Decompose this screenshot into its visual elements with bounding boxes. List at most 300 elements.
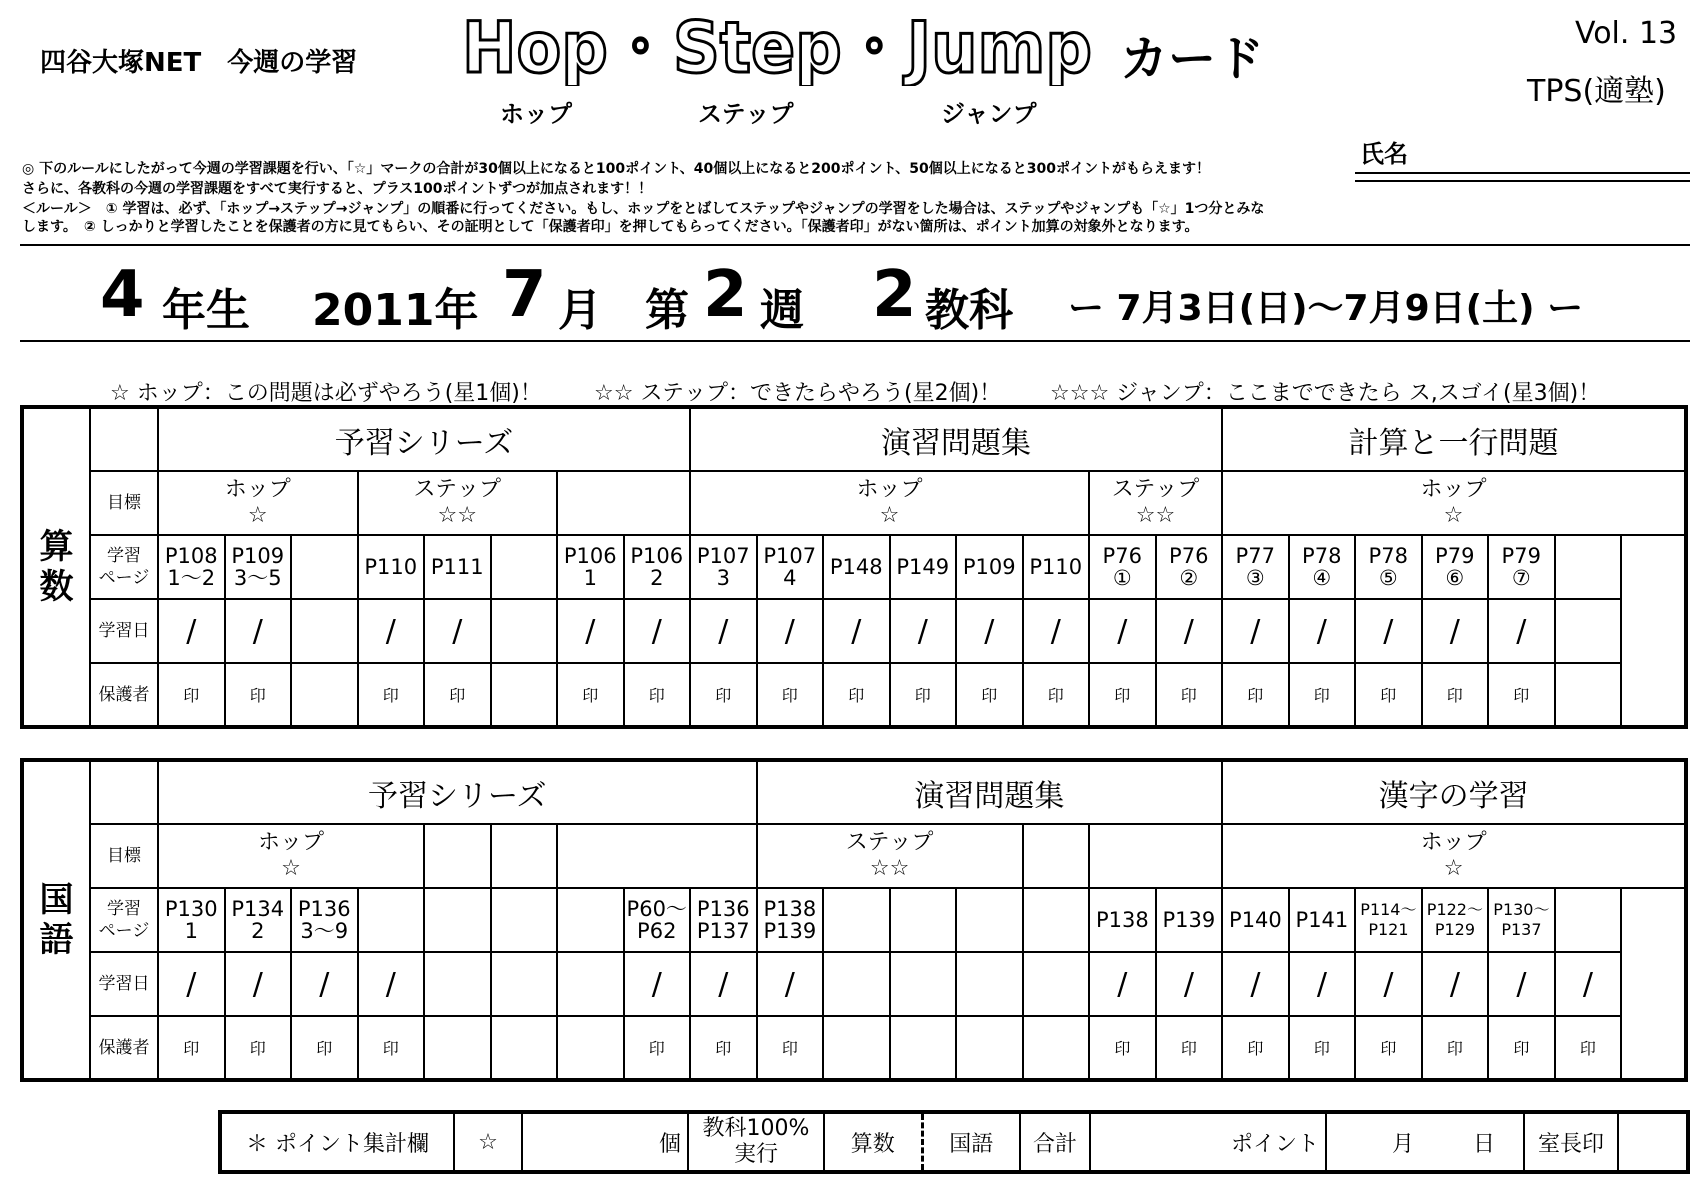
jp-goal-cell	[158, 824, 424, 888]
math-corner-cell	[90, 407, 158, 471]
rules-line-2: さらに、各教科の今週の学習課題をすべて実行すると、プラス100ポイントずつが加点されます！！	[22, 181, 653, 197]
jp-date-slash: /	[319, 966, 330, 1002]
math-date-slash: /	[1316, 613, 1327, 649]
jp-date-cell	[890, 952, 957, 1016]
math-date-cell[interactable]	[158, 599, 225, 663]
grade-number: 4	[100, 258, 145, 332]
math-page-cell	[1289, 535, 1356, 599]
card-suffix: カード	[1120, 31, 1265, 87]
math-date-cell[interactable]	[1222, 599, 1289, 663]
math-seal-mark: 印	[648, 686, 665, 705]
jp-page-cell	[956, 888, 1023, 952]
math-date-slash: /	[585, 613, 596, 649]
jp-page-cell	[1289, 888, 1356, 952]
math-goal-name: ステップ	[413, 477, 502, 502]
jp-seal-cell[interactable]	[757, 1016, 824, 1080]
math-page-num: P149	[896, 555, 950, 579]
jp-date-cell	[424, 952, 491, 1016]
month-number: 7	[502, 258, 547, 332]
week-prefix: 第	[645, 285, 689, 336]
math-page-sub: ④	[1312, 566, 1332, 590]
jp-page-sub: P137	[1501, 920, 1542, 939]
jp-date-slash: /	[1516, 966, 1527, 1002]
jp-seal-cell[interactable]	[624, 1016, 691, 1080]
math-date-slash: /	[252, 613, 263, 649]
japanese-page-row	[22, 888, 1686, 952]
jp-page-num: P138	[763, 897, 817, 921]
math-date-cell[interactable]	[1422, 599, 1489, 663]
math-date-slash: /	[718, 613, 729, 649]
jp-date-slash: /	[252, 966, 263, 1002]
math-seal-mark: 印	[1114, 686, 1131, 705]
jp-seal-cell[interactable]	[291, 1016, 358, 1080]
math-section-yoshu: 予習シリーズ	[158, 407, 690, 471]
math-page-cell	[1089, 535, 1156, 599]
math-page-cell	[291, 535, 358, 599]
points-total-label: 合計	[1020, 1112, 1090, 1172]
math-goal-cell	[158, 471, 358, 535]
jp-date-cell[interactable]	[757, 952, 824, 1016]
math-date-slash: /	[651, 613, 662, 649]
math-seal-mark: 印	[848, 686, 865, 705]
math-date-cell[interactable]	[1023, 599, 1090, 663]
jp-date-cell[interactable]	[1422, 952, 1489, 1016]
points-star-icon: ☆	[454, 1112, 522, 1172]
math-page-sub: ②	[1179, 566, 1199, 590]
math-page-cell	[1488, 535, 1555, 599]
math-seal-cell[interactable]	[1023, 663, 1090, 727]
japanese-table	[20, 758, 1688, 1082]
math-date-cell	[1555, 599, 1622, 663]
jp-page-cell	[557, 888, 624, 952]
name-field-line[interactable]	[1355, 172, 1690, 174]
jp-date-slash: /	[385, 966, 396, 1002]
math-goal-name: ホップ	[224, 477, 291, 502]
math-seal-cell[interactable]	[690, 663, 757, 727]
math-seal-mark: 印	[249, 686, 266, 705]
jp-seal-cell[interactable]	[1555, 1016, 1622, 1080]
jp-date-slash: /	[1582, 966, 1593, 1002]
math-subject-char-1: 算	[39, 527, 74, 567]
math-page-num: P106	[630, 544, 684, 568]
math-page-num: P76	[1169, 544, 1209, 568]
jp-date-cell[interactable]	[291, 952, 358, 1016]
math-goal-cell	[1089, 471, 1222, 535]
math-seal-cell[interactable]	[1089, 663, 1156, 727]
math-page-sub: ⑤	[1378, 566, 1398, 590]
math-page-num: P78	[1302, 544, 1342, 568]
math-seal-mark: 印	[582, 686, 599, 705]
points-total-value[interactable]	[1090, 1112, 1326, 1172]
jp-page-num: P60〜	[626, 897, 687, 921]
math-date-cell	[491, 599, 558, 663]
week-info	[100, 258, 1680, 338]
jp-page-cell	[1488, 888, 1555, 952]
math-page-num: P76	[1102, 544, 1142, 568]
jp-page-num: P130	[164, 897, 218, 921]
math-seal-cell[interactable]	[1422, 663, 1489, 727]
jp-date-cell[interactable]	[158, 952, 225, 1016]
math-goal-star-icon: ☆☆	[437, 503, 477, 528]
math-goal-star-icon: ☆	[1443, 503, 1464, 528]
math-guardian-row-label	[90, 663, 158, 727]
points-month-unit: 月	[1391, 1131, 1414, 1157]
jp-goal-cell	[1023, 824, 1090, 888]
jp-seal-mark: 印	[1313, 1039, 1330, 1058]
brand-heading: 四谷大塚NET 今週の学習	[40, 48, 358, 78]
math-seal-mark: 印	[981, 686, 998, 705]
math-page-sub: 1〜2	[167, 566, 216, 590]
jp-page-sub: P137	[696, 919, 750, 943]
jp-date-cell[interactable]	[1488, 952, 1555, 1016]
math-seal-cell[interactable]	[1355, 663, 1422, 727]
math-page-num: P109	[962, 555, 1016, 579]
jp-date-cell[interactable]	[1289, 952, 1356, 1016]
math-date-cell[interactable]	[358, 599, 425, 663]
math-page-cell	[1355, 535, 1422, 599]
jp-goal-name: ホップ	[1420, 830, 1487, 855]
points-room-seal-box[interactable]	[1618, 1112, 1688, 1172]
math-seal-mark: 印	[715, 686, 732, 705]
math-date-cell[interactable]	[1355, 599, 1422, 663]
math-date-slash: /	[1117, 613, 1128, 649]
math-seal-mark: 印	[449, 686, 466, 705]
jp-page-cell	[890, 888, 957, 952]
jp-page-cell	[491, 888, 558, 952]
jp-date-row-label	[90, 952, 158, 1016]
jp-page-cell	[1089, 888, 1156, 952]
math-date-cell[interactable]	[557, 599, 624, 663]
jp-seal-mark: 印	[183, 1039, 200, 1058]
jp-page-cell	[1355, 888, 1422, 952]
rules-line-4: します。 ② しっかりと学習したことを保護者の方に見てもらい、その証明として「保護者印」を押してもらってください。「保護者印」がない箇所は、ポイント加算の対象外となります。	[22, 219, 1199, 235]
math-page-row	[22, 535, 1686, 599]
jp-goal-name: ホップ	[257, 830, 324, 855]
math-goal-name: ホップ	[856, 477, 923, 502]
ruby-hop: ホップ	[500, 100, 572, 128]
jp-goal-star-icon: ☆	[281, 856, 301, 881]
jp-date-cell[interactable]	[624, 952, 691, 1016]
jp-date-cell[interactable]	[1089, 952, 1156, 1016]
math-seal-cell[interactable]	[956, 663, 1023, 727]
math-date-slash: /	[851, 613, 862, 649]
math-page-num: P106	[563, 544, 617, 568]
points-day-unit: 日	[1473, 1131, 1496, 1157]
jp-seal-cell	[1023, 1016, 1090, 1080]
jp-seal-mark: 印	[715, 1039, 732, 1058]
math-date-cell[interactable]	[823, 599, 890, 663]
points-japanese[interactable]: 国語	[922, 1112, 1020, 1172]
math-date-cell	[291, 599, 358, 663]
math-page-sub: 3	[716, 566, 730, 590]
jp-page-cell	[358, 888, 425, 952]
math-goal-cell	[1222, 471, 1686, 535]
jp-page-cell	[690, 888, 757, 952]
week-label: 週	[760, 285, 804, 336]
math-date-slash: /	[1383, 613, 1394, 649]
jp-seal-cell[interactable]	[1089, 1016, 1156, 1080]
math-goal-label: 目標	[107, 493, 141, 513]
ruby-jump: ジャンプ	[941, 100, 1037, 128]
math-page-cell	[1422, 535, 1489, 599]
math-section-enshu: 演習問題集	[690, 407, 1222, 471]
points-room-seal-label: 室長印	[1524, 1112, 1618, 1172]
jp-page-page-label-1: 学習	[107, 899, 141, 919]
jp-seal-mark: 印	[1446, 1039, 1463, 1058]
jp-date-slash: /	[718, 966, 729, 1002]
jp-date-label: 学習日	[98, 974, 150, 994]
jp-date-slash: /	[784, 966, 795, 1002]
math-date-cell[interactable]	[225, 599, 292, 663]
math-guardian-row	[22, 663, 1686, 727]
date-range: ー 7月3日(日)〜7月9日(土) ー	[1068, 288, 1584, 329]
jp-seal-cell[interactable]	[1222, 1016, 1289, 1080]
name-field-underline	[1355, 180, 1690, 182]
jp-page-num: P136	[696, 897, 750, 921]
math-date-slash: /	[1183, 613, 1194, 649]
math-seal-cell[interactable]	[1222, 663, 1289, 727]
jp-date-slash: /	[1183, 966, 1194, 1002]
jp-date-cell	[1023, 952, 1090, 1016]
star-legend	[110, 376, 1690, 406]
subjects-number: 2	[872, 258, 917, 332]
math-page-cell	[1222, 535, 1289, 599]
jp-date-cell	[823, 952, 890, 1016]
points-point-unit: ポイント	[1230, 1131, 1319, 1157]
math-date-slash: /	[1050, 613, 1061, 649]
jp-page-num: P139	[1162, 908, 1216, 932]
math-seal-cell[interactable]	[358, 663, 425, 727]
jp-page-sub: P62	[637, 919, 677, 943]
subjects-label: 教科	[925, 285, 1013, 336]
jp-seal-mark: 印	[316, 1039, 333, 1058]
math-page-page-label-2: ページ	[98, 568, 150, 588]
math-seal-cell[interactable]	[225, 663, 292, 727]
jp-date-slash: /	[1383, 966, 1394, 1002]
jp-date-cell[interactable]	[225, 952, 292, 1016]
points-summary-table	[218, 1110, 1690, 1174]
card-title-text: Hop・Step・Jump	[462, 8, 1092, 86]
jp-seal-cell[interactable]	[1488, 1016, 1555, 1080]
jp-date-cell	[491, 952, 558, 1016]
jp-goal-cell	[557, 824, 757, 888]
math-page-cell	[690, 535, 757, 599]
math-date-cell[interactable]	[956, 599, 1023, 663]
math-page-cell	[557, 535, 624, 599]
volume-number: Vol. 13	[1575, 16, 1678, 51]
jp-seal-mark: 印	[648, 1039, 665, 1058]
math-seal-cell[interactable]	[557, 663, 624, 727]
math-date-slash: /	[917, 613, 928, 649]
jp-guardian-label: 保護者	[98, 1037, 150, 1058]
math-date-slash: /	[186, 613, 197, 649]
japanese-section-enshu: 演習問題集	[757, 760, 1223, 824]
jp-seal-cell[interactable]	[1289, 1016, 1356, 1080]
legend-jump: ☆☆☆ ジャンプ：ここまでできたら ス,スゴイ(星3個)！	[1050, 381, 1601, 406]
math-page-num: P78	[1368, 544, 1408, 568]
math-date-label: 学習日	[98, 621, 150, 641]
jp-seal-mark: 印	[382, 1039, 399, 1058]
japanese-section-yoshu: 予習シリーズ	[158, 760, 757, 824]
math-date-cell[interactable]	[690, 599, 757, 663]
math-page-num: P110	[364, 555, 418, 579]
math-goal-name: ホップ	[1420, 477, 1487, 502]
rules-line-1: ◎ 下のルールにしたがって今週の学習課題を行い、「☆」マークの合計が30個以上になると100ポイント、40個以上になると200ポイント、50個以上になると300ポイントがもらえます！	[22, 161, 1210, 177]
jp-goal-name: ステップ	[845, 830, 934, 855]
math-seal-cell[interactable]	[1488, 663, 1555, 727]
math-goal-cell	[557, 471, 690, 535]
math-date-cell[interactable]	[624, 599, 691, 663]
jp-page-sub: 1	[184, 919, 198, 943]
math-seal-cell[interactable]	[757, 663, 824, 727]
jp-date-slash: /	[186, 966, 197, 1002]
math-seal-cell[interactable]	[890, 663, 957, 727]
points-date[interactable]	[1326, 1112, 1524, 1172]
math-page-sub: ①	[1112, 566, 1132, 590]
math-page-cell	[956, 535, 1023, 599]
math-page-cell	[823, 535, 890, 599]
math-page-num: P107	[763, 544, 817, 568]
jp-date-cell[interactable]	[358, 952, 425, 1016]
jp-seal-mark: 印	[1579, 1039, 1596, 1058]
jp-page-sub: P139	[763, 919, 817, 943]
math-date-cell[interactable]	[890, 599, 957, 663]
jp-date-cell[interactable]	[1355, 952, 1422, 1016]
math-date-row-label	[90, 599, 158, 663]
jp-seal-cell	[491, 1016, 558, 1080]
jp-date-cell[interactable]	[1555, 952, 1622, 1016]
math-seal-cell[interactable]	[1156, 663, 1223, 727]
jp-page-num: P114〜	[1360, 900, 1417, 919]
math-section-keisan: 計算と一行問題	[1222, 407, 1686, 471]
math-date-cell[interactable]	[757, 599, 824, 663]
points-math[interactable]: 算数	[824, 1112, 922, 1172]
legend-step: ☆☆ ステップ：できたらやろう(星2個)！	[594, 381, 1002, 406]
jp-page-cell	[1555, 888, 1622, 952]
math-seal-cell[interactable]	[624, 663, 691, 727]
math-page-sub: ⑥	[1445, 566, 1465, 590]
math-page-cell	[225, 535, 292, 599]
rules-line-3: ＜ルール＞ ① 学習は、必ず、「ホップ→ステップ→ジャンプ」の順番に行ってください。もし、ホップをとばしてステップやジャンプの学習をした場合は、ステップやジャンプも「☆」1つ分とみな	[22, 201, 1265, 217]
math-seal-cell	[1555, 663, 1622, 727]
jp-page-row-label	[90, 888, 158, 952]
math-page-num: P79	[1501, 544, 1541, 568]
math-goal-star-icon: ☆	[879, 503, 900, 528]
math-date-cell[interactable]	[1089, 599, 1156, 663]
jp-seal-cell[interactable]	[690, 1016, 757, 1080]
math-goal-row	[22, 471, 1686, 535]
jp-seal-cell[interactable]	[358, 1016, 425, 1080]
math-date-slash: /	[452, 613, 463, 649]
jp-date-cell[interactable]	[1222, 952, 1289, 1016]
math-date-cell[interactable]	[1289, 599, 1356, 663]
math-page-page-label-1: 学習	[107, 546, 141, 566]
jp-page-cell	[624, 888, 691, 952]
class-name: TPS(適塾)	[1527, 74, 1666, 109]
math-seal-cell[interactable]	[424, 663, 491, 727]
jp-page-num: P130〜	[1493, 900, 1550, 919]
jp-page-cell	[823, 888, 890, 952]
jp-date-cell[interactable]	[690, 952, 757, 1016]
jp-seal-cell[interactable]	[1355, 1016, 1422, 1080]
points-count-unit: 個	[658, 1131, 681, 1157]
jp-date-cell	[557, 952, 624, 1016]
math-page-sub: 3〜5	[233, 566, 282, 590]
math-seal-cell	[291, 663, 358, 727]
math-goal-star-icon: ☆	[247, 503, 268, 528]
legend-hop: ☆ ホップ：この問題は必ずやろう(星1個)！	[110, 381, 542, 406]
math-date-cell[interactable]	[1488, 599, 1555, 663]
math-date-slash: /	[385, 613, 396, 649]
math-page-num: P79	[1435, 544, 1475, 568]
jp-date-slash: /	[1316, 966, 1327, 1002]
jp-page-cell	[424, 888, 491, 952]
math-page-cell	[1555, 535, 1622, 599]
jp-page-sub: P129	[1434, 920, 1475, 939]
jp-seal-mark: 印	[1380, 1039, 1397, 1058]
math-seal-mark: 印	[183, 686, 200, 705]
math-page-sub: ⑦	[1511, 566, 1531, 590]
jp-seal-mark: 印	[781, 1039, 798, 1058]
math-page-num: P108	[164, 544, 218, 568]
jp-seal-cell[interactable]	[1156, 1016, 1223, 1080]
jp-page-cell	[291, 888, 358, 952]
jp-seal-mark: 印	[1513, 1039, 1530, 1058]
math-guardian-label: 保護者	[98, 684, 150, 705]
math-seal-cell[interactable]	[823, 663, 890, 727]
math-goal-name: ステップ	[1111, 477, 1200, 502]
math-page-cell	[158, 535, 225, 599]
jp-page-num: P138	[1095, 908, 1149, 932]
card-title-logo	[462, 8, 1097, 86]
math-seal-cell[interactable]	[1289, 663, 1356, 727]
math-date-cell[interactable]	[424, 599, 491, 663]
jp-goal-cell	[1222, 824, 1686, 888]
math-goal-cell	[358, 471, 558, 535]
math-date-row	[22, 599, 1686, 663]
math-seal-cell	[491, 663, 558, 727]
math-page-num: P148	[829, 555, 883, 579]
jp-seal-mark: 印	[1247, 1039, 1264, 1058]
jp-seal-cell[interactable]	[158, 1016, 225, 1080]
points-star-count[interactable]	[522, 1112, 688, 1172]
jp-seal-cell	[823, 1016, 890, 1080]
jp-seal-mark: 印	[1180, 1039, 1197, 1058]
math-seal-cell[interactable]	[158, 663, 225, 727]
divider-top	[20, 244, 1690, 246]
math-page-cell	[491, 535, 558, 599]
points-full-line-1: 教科100%	[702, 1116, 810, 1141]
jp-date-cell[interactable]	[1156, 952, 1223, 1016]
japanese-goal-row	[22, 824, 1686, 888]
jp-goal-cell	[491, 824, 558, 888]
math-date-slash: /	[1250, 613, 1261, 649]
jp-page-cell	[1422, 888, 1489, 952]
math-date-cell[interactable]	[1156, 599, 1223, 663]
divider-bottom	[20, 340, 1690, 342]
math-seal-mark: 印	[1446, 686, 1463, 705]
jp-date-cell	[956, 952, 1023, 1016]
jp-page-sub: 3〜9	[300, 919, 349, 943]
jp-seal-cell[interactable]	[225, 1016, 292, 1080]
jp-seal-cell[interactable]	[1422, 1016, 1489, 1080]
math-page-cell	[757, 535, 824, 599]
jp-goal-star-icon: ☆☆	[869, 856, 910, 881]
jp-goal-cell	[1089, 824, 1222, 888]
japanese-subject-char-1: 国	[39, 880, 74, 920]
grade-label: 年生	[162, 285, 250, 336]
japanese-corner-cell	[90, 760, 158, 824]
